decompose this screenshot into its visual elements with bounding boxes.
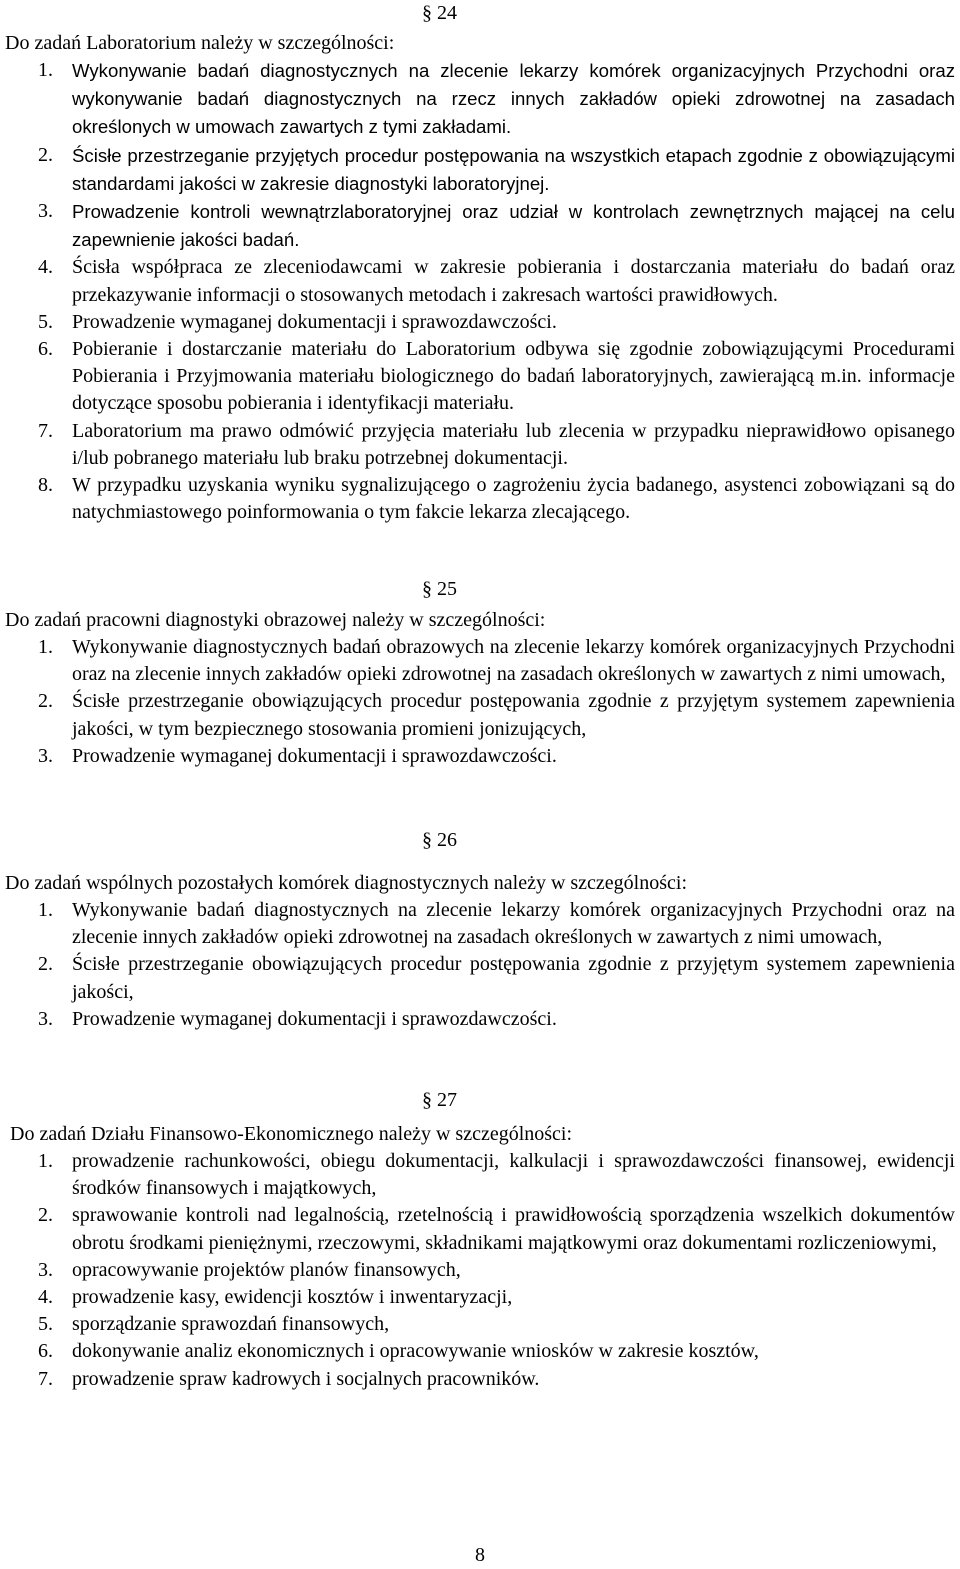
item-text: Wykonywanie badań diagnostycznych na zlecenie lekarzy komórek organizacyjnych Przychodni oraz na zlecenie innych zakładów opieki zdrowotnej na zasadach określonych w zawartych z nimi umowach, (72, 899, 955, 949)
item-text: Ścisłe przestrzeganie obowiązujących procedur postępowania zgodnie z przyjętym systemem zapewnienia jakości, (72, 953, 955, 1003)
item-text: Prowadzenie wymaganej dokumentacji i sprawozdawczości. (72, 1007, 557, 1030)
item-text: Laboratorium ma prawo odmówić przyjęcia materiału lub zlecenia w przypadku nieprawidłowo opisanego i/lub pobranego materiału lub braku potrzebnej dokumentacji. (72, 419, 955, 469)
list-item (0, 309, 955, 336)
list-item (0, 688, 955, 742)
paragraph-heading: § 27 (422, 1089, 457, 1111)
item-text: Ścisłe przestrzeganie przyjętych procedur postępowania na wszystkich etapach zgodnie z obowiązującymi standardami jakości w zakresie diagnostyki laboratoryjnej. (72, 144, 955, 194)
section-intro: Do zadań Działu Finansowo-Ekonomicznego należy w szczególności: (10, 1123, 573, 1145)
item-list (0, 57, 955, 526)
item-text: Ścisła współpraca ze zleceniodawcami w zakresie pobierania i dostarczania materiału do badań oraz przekazywanie informacji o stosowanych metodach i zakresach wartości prawidłowych. (72, 256, 955, 306)
item-text: W przypadku uzyskania wyniku sygnalizującego o zagrożeniu życia badanego, asystenci zobowiązani są do natychmiastowego poinformowania o tym fakcie lekarza zlecającego. (72, 474, 955, 524)
item-number: 7. (38, 1367, 53, 1390)
item-number: 2. (38, 953, 53, 976)
item-list (0, 634, 955, 770)
item-number: 3. (38, 1258, 53, 1281)
list-item (0, 897, 955, 951)
item-number: 4. (38, 1286, 53, 1309)
item-number: 1. (38, 899, 53, 921)
paragraph-heading: § 25 (422, 578, 457, 600)
item-number: 6. (38, 1340, 53, 1363)
item-number: 3. (38, 744, 53, 767)
item-number: 1. (38, 1150, 53, 1172)
item-text: prowadzenie rachunkowości, obiegu dokumentacji, kalkulacji i sprawozdawczości finansowej, ewidencji środków finansowych i majątkowych, (72, 1150, 955, 1200)
item-number: 3. (38, 200, 53, 223)
item-text: Prowadzenie kontroli wewnątrzlaboratoryjnej oraz udział w kontrolach zewnętrznych mającej na celu zapewnienie jakości badań. (72, 201, 955, 251)
section-intro: Do zadań pracowni diagnostyki obrazowej należy w szczególności: (5, 609, 546, 631)
item-list (0, 1148, 955, 1393)
paragraph-heading: § 26 (422, 829, 457, 851)
item-number: 5. (38, 310, 53, 333)
item-text: Wykonywanie badań diagnostycznych na zlecenie lekarzy komórek organizacyjnych Przychodni oraz wykonywanie badań diagnostycznych na rzecz innych zakładów opieki zdrowotnej na zasadach określonych w umowach zawartych z tymi zakładami. (72, 60, 955, 138)
list-item (0, 254, 955, 308)
list-item (0, 198, 955, 254)
list-item (0, 1257, 955, 1284)
list-item (0, 472, 955, 526)
list-item (0, 1148, 955, 1202)
item-number: 2. (38, 1204, 53, 1227)
section-intro: Do zadań Laboratorium należy w szczególności: (5, 32, 395, 54)
item-text: prowadzenie kasy, ewidencji kosztów i inwentaryzacji, (72, 1286, 513, 1309)
paragraph-heading: § 24 (422, 2, 457, 24)
item-number: 4. (38, 256, 53, 279)
item-number: 7. (38, 419, 53, 442)
item-number: 5. (38, 1313, 53, 1336)
item-number: 3. (38, 1007, 53, 1030)
item-text: opracowywanie projektów planów finansowych, (72, 1258, 461, 1281)
item-number: 8. (38, 474, 53, 497)
list-item (0, 142, 955, 198)
list-item (0, 1311, 955, 1338)
item-text: Prowadzenie wymaganej dokumentacji i sprawozdawczości. (72, 310, 557, 333)
item-text: Ścisłe przestrzeganie obowiązujących procedur postępowania zgodnie z przyjętym systemem zapewnienia jakości, w tym bezpiecznego stosowania promieni jonizujących, (72, 690, 955, 740)
item-text: sprawowanie kontroli nad legalnością, rzetelnością i prawidłowością sporządzenia wszelkich dokumentów obrotu środkami pieniężnymi, rzeczowymi, składnikami majątkowymi oraz dokumentami rozliczeniowymi, (72, 1204, 955, 1254)
item-list (0, 897, 955, 1033)
item-number: 6. (38, 338, 53, 361)
item-number: 1. (38, 636, 53, 658)
list-item (0, 57, 955, 142)
list-item (0, 336, 955, 418)
list-item (0, 418, 955, 472)
item-text: Pobieranie i dostarczanie materiału do Laboratorium odbywa się zgodnie zobowiązującymi Procedurami Pobierania i Przyjmowania materiału biologicznego do badań laboratoryjnych, zawierającą m.in. informacje dotyczące sposobu pobierania i identyfikacji materiału. (72, 338, 955, 415)
list-item (0, 1006, 955, 1033)
list-item (0, 1202, 955, 1256)
item-text: Prowadzenie wymaganej dokumentacji i sprawozdawczości. (72, 744, 557, 767)
list-item (0, 1284, 955, 1311)
item-number: 2. (38, 690, 53, 713)
item-text: prowadzenie spraw kadrowych i socjalnych pracowników. (72, 1367, 540, 1390)
list-item (0, 951, 955, 1005)
item-number: 1. (38, 59, 53, 81)
item-text: sporządzanie sprawozdań finansowych, (72, 1313, 390, 1336)
item-text: Wykonywanie diagnostycznych badań obrazowych na zlecenie lekarzy komórek organizacyjnych Przychodni oraz na zlecenie innych zakładów opieki zdrowotnej na zasadach określonych w zawartych z nimi umowach, (72, 636, 955, 686)
page-number: 8 (475, 1544, 485, 1566)
list-item (0, 634, 955, 688)
item-text: dokonywanie analiz ekonomicznych i opracowywanie wniosków w zakresie kosztów, (72, 1340, 759, 1363)
item-number: 2. (38, 143, 53, 166)
list-item (0, 1366, 955, 1393)
list-item (0, 743, 955, 770)
section-intro: Do zadań wspólnych pozostałych komórek diagnostycznych należy w szczególności: (5, 872, 688, 894)
list-item (0, 1338, 955, 1365)
